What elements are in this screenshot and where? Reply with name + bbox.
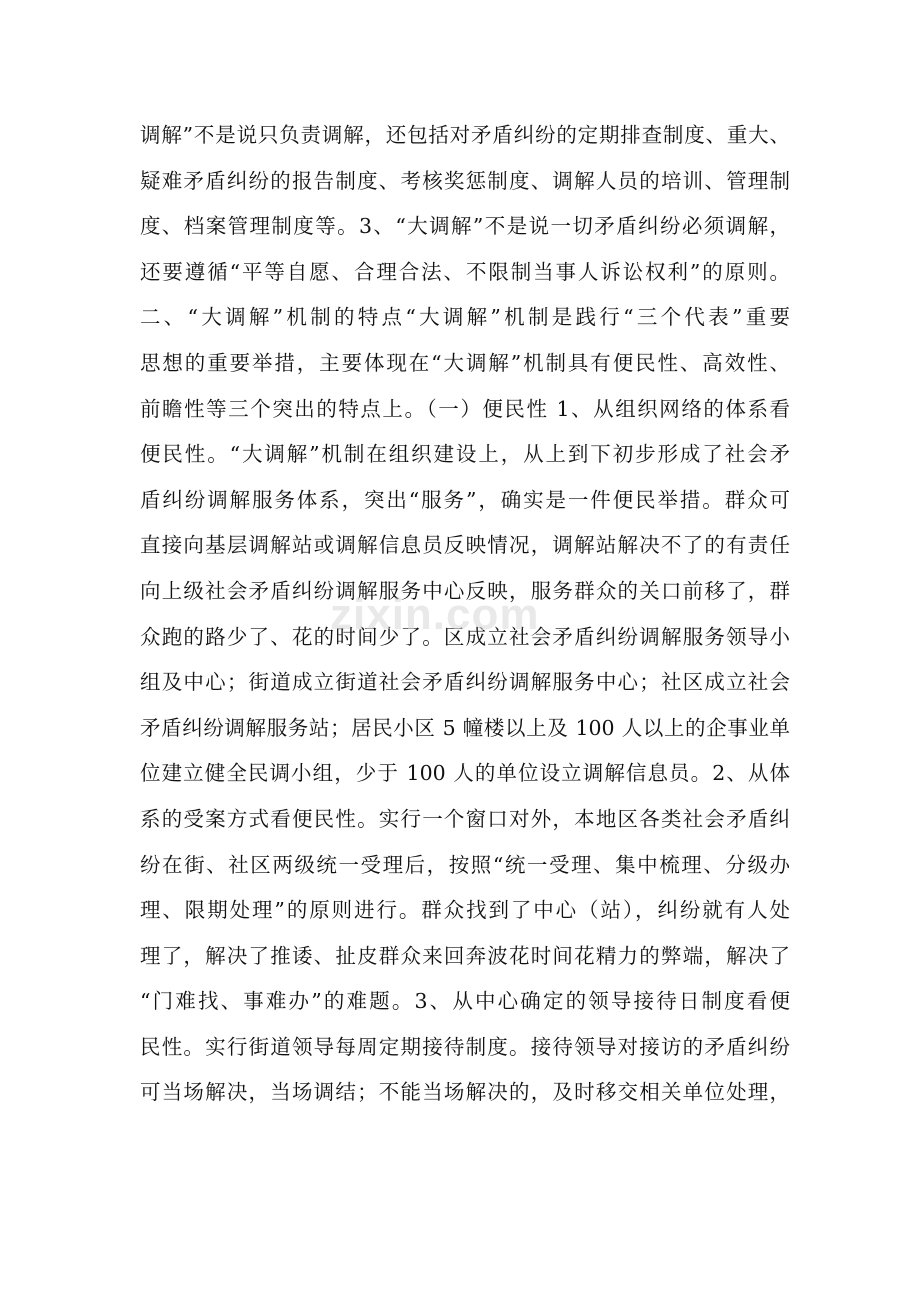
text-line: 疑难矛盾纠纷的报告制度、考核奖惩制度、调解人员的培训、管理制 [140, 168, 790, 193]
text-line: 思想的重要举措，主要体现在“大调解”机制具有便民性、高效性、 [140, 350, 790, 375]
text-line: 民性。实行街道领导每周定期接待制度。接待领导对接访的矛盾纠纷 [140, 1034, 790, 1059]
text-line: 还要遵循“平等自愿、合理合法、不限制当事人诉讼权利”的原则。 [140, 259, 790, 284]
text-line: 纷在街、社区两级统一受理后，按照“统一受理、集中梳理、分级办 [140, 852, 790, 877]
text-line: 前瞻性等三个突出的特点上。（一）便民性 1、从组织网络的体系看 [140, 396, 790, 421]
text-line: “门难找、事难办”的难题。3、从中心确定的领导接待日制度看便 [140, 989, 790, 1014]
text-line: 组及中心；街道成立街道社会矛盾纠纷调解服务中心；社区成立社会 [140, 670, 790, 695]
text-line: 二、“大调解”机制的特点“大调解”机制是践行“三个代表”重要 [140, 305, 790, 330]
text-line: 直接向基层调解站或调解信息员反映情况，调解站解决不了的有责任 [140, 533, 790, 558]
watermark: zixin.com [330, 590, 540, 639]
text-line: 位建立健全民调小组，少于 100 人的单位设立调解信息员。2、从体 [140, 761, 790, 786]
text-line: 系的受案方式看便民性。实行一个窗口对外，本地区各类社会矛盾纠 [140, 806, 790, 831]
text-line: 矛盾纠纷调解服务站；居民小区 5 幢楼以上及 100 人以上的企事业单 [140, 715, 790, 740]
document-body [140, 113, 790, 1116]
text-line: 度、档案管理制度等。3、“大调解”不是说一切矛盾纠纷必须调解， [140, 214, 790, 239]
text-line: 调解”不是说只负责调解，还包括对矛盾纠纷的定期排查制度、重大、 [140, 123, 790, 147]
text-line: 理了，解决了推诿、扯皮群众来回奔波花时间花精力的弊端，解决了 [140, 943, 790, 968]
text-line: 向上级社会矛盾纠纷调解服务中心反映，服务群众的关口前移了，群 [140, 578, 790, 603]
text-line: 盾纠纷调解服务体系，突出“服务”，确实是一件便民举措。群众可 [140, 487, 790, 512]
text-line: 便民性。“大调解”机制在组织建设上，从上到下初步形成了社会矛 [140, 442, 790, 467]
text-line: 理、限期处理”的原则进行。群众找到了中心（站），纠纷就有人处 [140, 898, 790, 923]
text-line: 可当场解决，当场调结；不能当场解决的，及时移交相关单位处理， [140, 1080, 790, 1105]
text-line: 众跑的路少了、花的时间少了。区成立社会矛盾纠纷调解服务领导小 [140, 624, 790, 649]
